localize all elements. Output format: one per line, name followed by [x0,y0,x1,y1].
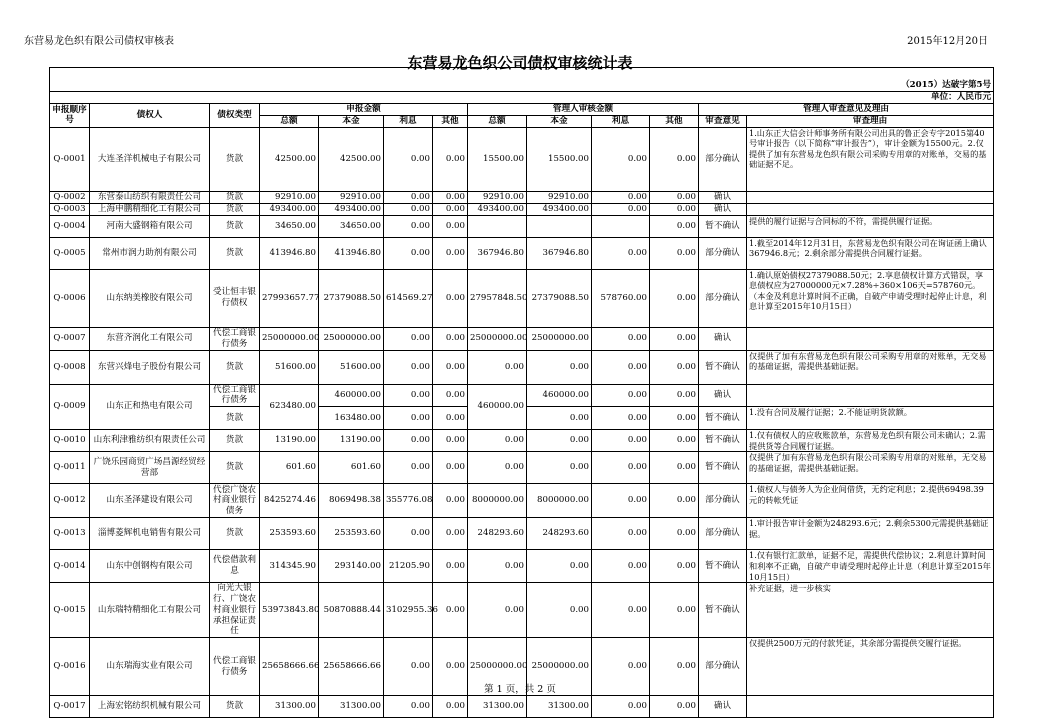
row-declared-interest: 0.00 [384,696,433,718]
row-creditor: 山东利津雅纺织有限责任公司 [90,430,210,452]
row-admin-total: 31300.00 [468,696,527,718]
col-a-principal: 本金 [527,115,592,127]
row-reason: 补充证据，进一步核实 [747,583,994,638]
row-declared-interest: 0.00 [384,327,433,350]
row-type: 受让恒丰银行债权 [210,269,260,327]
row-admin-principal: 15500.00 [527,127,592,191]
row-declared-principal: 25000000.00 [319,327,384,350]
row-admin-interest: 0.00 [592,696,650,718]
col-creditor: 债权人 [90,104,210,128]
row-admin-principal: 8000000.00 [527,484,592,518]
row-seq: Q-0001 [50,127,90,191]
row-declared-other: 0.00 [433,384,468,407]
row-admin-principal: 0.00 [527,550,592,583]
table-row [50,452,994,484]
row-creditor: 广饶乐园商贸广场昌源经贸经营部 [90,452,210,484]
row-admin-interest: 0.00 [592,350,650,384]
row-declared-total: 31300.00 [260,696,319,718]
row-reason [747,696,994,718]
row-opinion: 暂不确认 [699,407,747,430]
row-admin-interest: 0.00 [592,191,650,203]
table-row [50,191,994,203]
row-admin-other: 0.00 [650,430,699,452]
row-declared-other: 0.00 [433,583,468,638]
row-declared-principal: 50870888.44 [319,583,384,638]
row-declared-other: 0.00 [433,452,468,484]
row-creditor: 山东圣泽建设有限公司 [90,484,210,518]
row-seq: Q-0013 [50,518,90,550]
row-declared-other: 0.00 [433,550,468,583]
row-seq: Q-0009 [50,384,90,430]
row-declared-interest: 3102955.36 [384,583,433,638]
row-declared-principal: 51600.00 [319,350,384,384]
col-opinion-group: 管理人审查意见及理由 [699,104,994,116]
row-seq: Q-0005 [50,237,90,269]
row-reason: 仅提供了加有东营易龙色织有限公司采购专用章的对账单，无交易的基础证据，需提供基础证据。 [747,350,994,384]
row-creditor: 上海申鹏精细化工有限公司 [90,203,210,215]
row-admin-total [468,215,527,237]
header-date: 2015年12月20日 [907,36,988,47]
row-reason: 1.仅有银行汇款单，证据不足，需提供代偿协议；2.利息计算时间和利率不正确，自破产申请受理时起停止计息（利息计算至2015年10月15日） [747,550,994,583]
row-admin-other: 0.00 [650,350,699,384]
row-opinion: 暂不确认 [699,430,747,452]
row-reason: 仅提供2500万元的付款凭证，其余部分需提供交履行证据。 [747,638,994,696]
row-declared-interest: 0.00 [384,127,433,191]
page-footer: 第 1 页，共 2 页 [484,684,556,695]
row-declared-total: 413946.80 [260,237,319,269]
row-declared-principal: 163480.00 [319,407,384,430]
row-opinion: 确认 [699,327,747,350]
row-admin-total: 25000000.00 [468,327,527,350]
table-row [50,269,994,327]
row-declared-other: 0.00 [433,203,468,215]
row-declared-other: 0.00 [433,430,468,452]
row-admin-interest: 0.00 [592,550,650,583]
row-declared-other: 0.00 [433,696,468,718]
row-creditor: 山东中创钢构有限公司 [90,550,210,583]
row-seq: Q-0004 [50,215,90,237]
row-admin-other: 0.00 [650,269,699,327]
row-declared-principal: 34650.00 [319,215,384,237]
row-seq: Q-0006 [50,269,90,327]
row-seq: Q-0003 [50,203,90,215]
row-admin-interest: 0.00 [592,484,650,518]
row-seq: Q-0014 [50,550,90,583]
row-creditor: 东营泰山纺织有限责任公司 [90,191,210,203]
row-declared-principal: 42500.00 [319,127,384,191]
row-declared-interest: 355776.08 [384,484,433,518]
row-creditor: 山东正和热电有限公司 [90,384,210,430]
row-admin-principal: 25000000.00 [527,327,592,350]
col-seq: 申报顺序号 [50,104,90,128]
row-type: 货款 [210,518,260,550]
row-opinion: 暂不确认 [699,215,747,237]
col-a-other: 其他 [650,115,699,127]
row-admin-interest: 0.00 [592,327,650,350]
row-declared-total: 34650.00 [260,215,319,237]
row-admin-interest: 0.00 [592,638,650,696]
row-opinion: 部分确认 [699,127,747,191]
table-row [50,384,994,407]
row-admin-total: 15500.00 [468,127,527,191]
row-seq: Q-0017 [50,696,90,718]
row-reason: 提供的履行证据与合同标的不符，需提供履行证据。 [747,215,994,237]
row-declared-other: 0.00 [433,191,468,203]
table-row [50,237,994,269]
row-declared-total: 51600.00 [260,350,319,384]
row-admin-principal [527,215,592,237]
row-reason [747,384,994,407]
row-declared-other: 0.00 [433,518,468,550]
row-declared-interest: 21205.90 [384,550,433,583]
row-declared-total: 623480.00 [260,384,319,430]
row-declared-total: 25658666.66 [260,638,319,696]
table-row [50,203,994,215]
col-admin: 管理人审核金额 [468,104,699,116]
row-seq: Q-0002 [50,191,90,203]
row-declared-total: 314345.90 [260,550,319,583]
table-row [50,215,994,237]
row-reason: 1.山东正大信会计师事务所有限公司出具的鲁正会专字2015第40号审计报告（以下简称“审计报告”），审计金额为15500元。2.仅提供了加有东营易龙色织有限公司采购专用章的对账单，交易的基础证据不足。 [747,127,994,191]
row-declared-other: 0.00 [433,638,468,696]
row-declared-total: 253593.60 [260,518,319,550]
row-creditor: 东营兴烽电子股份有限公司 [90,350,210,384]
row-type: 货款 [210,127,260,191]
row-declared-other: 0.00 [433,269,468,327]
col-d-total: 总额 [260,115,319,127]
row-seq: Q-0011 [50,452,90,484]
row-declared-other: 0.00 [433,350,468,384]
table-row [50,484,994,518]
row-opinion: 确认 [699,203,747,215]
table-row [50,550,994,583]
row-declared-interest: 0.00 [384,518,433,550]
row-declared-principal: 31300.00 [319,696,384,718]
table-row [50,696,994,718]
row-type: 货款 [210,215,260,237]
row-admin-total: 27957848.50 [468,269,527,327]
header-left: 东营易龙色织有限公司债权审核表 [24,36,174,47]
row-seq: Q-0016 [50,638,90,696]
row-type: 货款 [210,430,260,452]
row-declared-total: 493400.00 [260,203,319,215]
doc-number: （2015）达破字第5号 [50,80,994,92]
row-admin-principal: 248293.60 [527,518,592,550]
col-opinion: 审查意见 [699,115,747,127]
row-declared-principal: 460000.00 [319,384,384,407]
row-admin-interest: 578760.00 [592,269,650,327]
row-declared-interest: 0.00 [384,407,433,430]
row-declared-principal: 92910.00 [319,191,384,203]
row-admin-principal: 493400.00 [527,203,592,215]
page-title: 东营易龙色织公司债权审核统计表 [407,54,633,72]
row-type: 货款 [210,350,260,384]
row-admin-principal: 0.00 [527,350,592,384]
row-admin-total: 25000000.00 [468,638,527,696]
table-row [50,127,994,191]
row-seq: Q-0008 [50,350,90,384]
row-type: 代偿工商银行债务 [210,327,260,350]
row-declared-interest: 0.00 [384,452,433,484]
col-a-total: 总额 [468,115,527,127]
row-admin-interest: 0.00 [592,237,650,269]
row-reason: 1.仅有债权人的应收账款单，东营易龙色织有限公司未确认；2.需提供货等合同履行证据。 [747,430,994,452]
row-admin-principal: 0.00 [527,583,592,638]
row-opinion: 部分确认 [699,638,747,696]
row-creditor: 山东瑞海实业有限公司 [90,638,210,696]
row-opinion: 部分确认 [699,518,747,550]
row-declared-other: 0.00 [433,215,468,237]
row-admin-principal: 460000.00 [527,384,592,407]
row-creditor: 河南大盛钢箱有限公司 [90,215,210,237]
row-opinion: 部分确认 [699,269,747,327]
row-declared-interest: 0.00 [384,350,433,384]
row-declared-interest: 0.00 [384,430,433,452]
row-creditor: 山东纳美橡胶有限公司 [90,269,210,327]
row-admin-total: 0.00 [468,350,527,384]
row-admin-principal: 27379088.50 [527,269,592,327]
row-admin-interest: 0.00 [592,583,650,638]
row-opinion: 暂不确认 [699,350,747,384]
row-reason: 仅提供了加有东营易龙色织有限公司采购专用章的对账单，无交易的基础证据，需提供基础证据。 [747,452,994,484]
row-seq: Q-0012 [50,484,90,518]
row-admin-total: 248293.60 [468,518,527,550]
row-declared-principal: 13190.00 [319,430,384,452]
row-type: 货款 [210,452,260,484]
row-reason: 1.确认原始债权27379088.50元；2.享息债权计算方式错误，享息债权应为27000000元×7.28%÷360×106天=578760元。（本金及利息计算时间不正确，自破产申请受理时起停止计息，利息计算至2015年10月15日） [747,269,994,327]
row-declared-other: 0.00 [433,327,468,350]
row-opinion: 暂不确认 [699,583,747,638]
row-admin-total: 367946.80 [468,237,527,269]
row-admin-total: 8000000.00 [468,484,527,518]
row-declared-other: 0.00 [433,407,468,430]
row-admin-principal: 0.00 [527,430,592,452]
row-type: 货款 [210,696,260,718]
col-d-interest: 利息 [384,115,433,127]
row-admin-principal: 31300.00 [527,696,592,718]
row-admin-other: 0.00 [650,237,699,269]
row-admin-other: 0.00 [650,191,699,203]
row-admin-interest [592,215,650,237]
row-type: 代偿工商银行债务 [210,384,260,407]
row-declared-total: 53973843.80 [260,583,319,638]
row-declared-interest: 0.00 [384,638,433,696]
row-type: 货款 [210,237,260,269]
row-type: 代偿广饶农村商业银行债务 [210,484,260,518]
row-type: 向光大银行、广饶农村商业银行承担保证责任 [210,583,260,638]
row-opinion: 部分确认 [699,237,747,269]
row-reason [747,203,994,215]
table-row [50,327,994,350]
row-admin-other: 0.00 [650,550,699,583]
col-reason: 审查理由 [747,115,994,127]
row-admin-total: 0.00 [468,452,527,484]
row-admin-principal: 25000000.00 [527,638,592,696]
row-type: 货款 [210,191,260,203]
row-opinion: 确认 [699,384,747,407]
table-row [50,583,994,638]
row-declared-interest: 614569.27 [384,269,433,327]
row-declared-total: 92910.00 [260,191,319,203]
row-admin-interest: 0.00 [592,430,650,452]
row-declared-principal: 27379088.50 [319,269,384,327]
row-opinion: 确认 [699,191,747,203]
row-seq: Q-0007 [50,327,90,350]
row-admin-principal: 0.00 [527,452,592,484]
row-declared-total: 42500.00 [260,127,319,191]
debt-review-table [49,67,994,718]
row-admin-total: 92910.00 [468,191,527,203]
col-a-interest: 利息 [592,115,650,127]
row-reason: 1.截至2014年12月31日，东营易龙色织有限公司在询证函上确认367946.8元；2.剩余部分需提供合同履行证据。 [747,237,994,269]
row-declared-other: 0.00 [433,484,468,518]
row-admin-other: 0.00 [650,452,699,484]
row-admin-total: 460000.00 [468,384,527,430]
row-type: 货款 [210,203,260,215]
row-declared-total: 27993657.77 [260,269,319,327]
row-declared-interest: 0.00 [384,384,433,407]
row-creditor: 山东瑞特精细化工有限公司 [90,583,210,638]
row-type: 货款 [210,407,260,430]
row-opinion: 确认 [699,696,747,718]
row-type: 代偿借款利息 [210,550,260,583]
table-row [50,518,994,550]
row-declared-total: 8425274.46 [260,484,319,518]
row-creditor: 东营齐润化工有限公司 [90,327,210,350]
row-opinion: 暂不确认 [699,550,747,583]
row-admin-interest: 0.00 [592,384,650,407]
row-reason [747,327,994,350]
row-admin-total: 0.00 [468,430,527,452]
row-admin-other: 0.00 [650,583,699,638]
row-declared-other: 0.00 [433,237,468,269]
row-admin-interest: 0.00 [592,518,650,550]
row-declared-interest: 0.00 [384,191,433,203]
row-admin-other: 0.00 [650,696,699,718]
row-declared-total: 13190.00 [260,430,319,452]
row-seq: Q-0015 [50,583,90,638]
row-declared-principal: 25658666.66 [319,638,384,696]
row-declared-principal: 601.60 [319,452,384,484]
row-creditor: 常州市润力助剂有限公司 [90,237,210,269]
row-admin-interest: 0.00 [592,127,650,191]
row-declared-principal: 493400.00 [319,203,384,215]
row-declared-interest: 0.00 [384,215,433,237]
col-declared: 申报金额 [260,104,468,116]
row-seq: Q-0010 [50,430,90,452]
col-d-principal: 本金 [319,115,384,127]
row-opinion: 部分确认 [699,484,747,518]
row-creditor: 上海宏铭纺织机械有限公司 [90,696,210,718]
row-admin-interest: 0.00 [592,452,650,484]
row-reason [747,191,994,203]
row-declared-total: 601.60 [260,452,319,484]
row-reason: 1.审计报告审计金额为248293.6元；2.剩余5300元需提供基础证据。 [747,518,994,550]
row-admin-other: 0.00 [650,484,699,518]
col-type: 债权类型 [210,104,260,128]
row-admin-other: 0.00 [650,327,699,350]
row-admin-other: 0.00 [650,203,699,215]
row-admin-interest: 0.00 [592,203,650,215]
row-admin-other: 0.00 [650,518,699,550]
col-d-other: 其他 [433,115,468,127]
table-row [50,430,994,452]
currency-unit: 单位：人民币元 [50,92,994,104]
row-declared-interest: 0.00 [384,237,433,269]
table-row [50,350,994,384]
row-admin-total: 0.00 [468,583,527,638]
row-reason: 1.债权人与债务人为企业间借贷，无约定利息；2.提供69498.39元的转帐凭证 [747,484,994,518]
row-declared-principal: 413946.80 [319,237,384,269]
row-admin-other: 0.00 [650,384,699,407]
row-declared-interest: 0.00 [384,203,433,215]
row-admin-other: 0.00 [650,127,699,191]
row-admin-principal: 0.00 [527,407,592,430]
row-admin-total: 493400.00 [468,203,527,215]
row-admin-other: 0.00 [650,407,699,430]
row-admin-interest: 0.00 [592,407,650,430]
row-declared-principal: 253593.60 [319,518,384,550]
row-admin-principal: 367946.80 [527,237,592,269]
row-declared-other: 0.00 [433,127,468,191]
row-admin-principal: 92910.00 [527,191,592,203]
row-creditor: 淄博菱辉机电销售有限公司 [90,518,210,550]
row-declared-total: 25000000.00 [260,327,319,350]
row-admin-other: 0.00 [650,215,699,237]
row-admin-other: 0.00 [650,638,699,696]
row-creditor: 大连圣洋机械电子有限公司 [90,127,210,191]
row-declared-principal: 293140.00 [319,550,384,583]
row-opinion: 暂不确认 [699,452,747,484]
row-reason: 1.没有合同及履行证据；2.不能证明货款额。 [747,407,994,430]
row-declared-principal: 8069498.38 [319,484,384,518]
row-type: 代偿工商银行债务 [210,638,260,696]
row-admin-total: 0.00 [468,550,527,583]
